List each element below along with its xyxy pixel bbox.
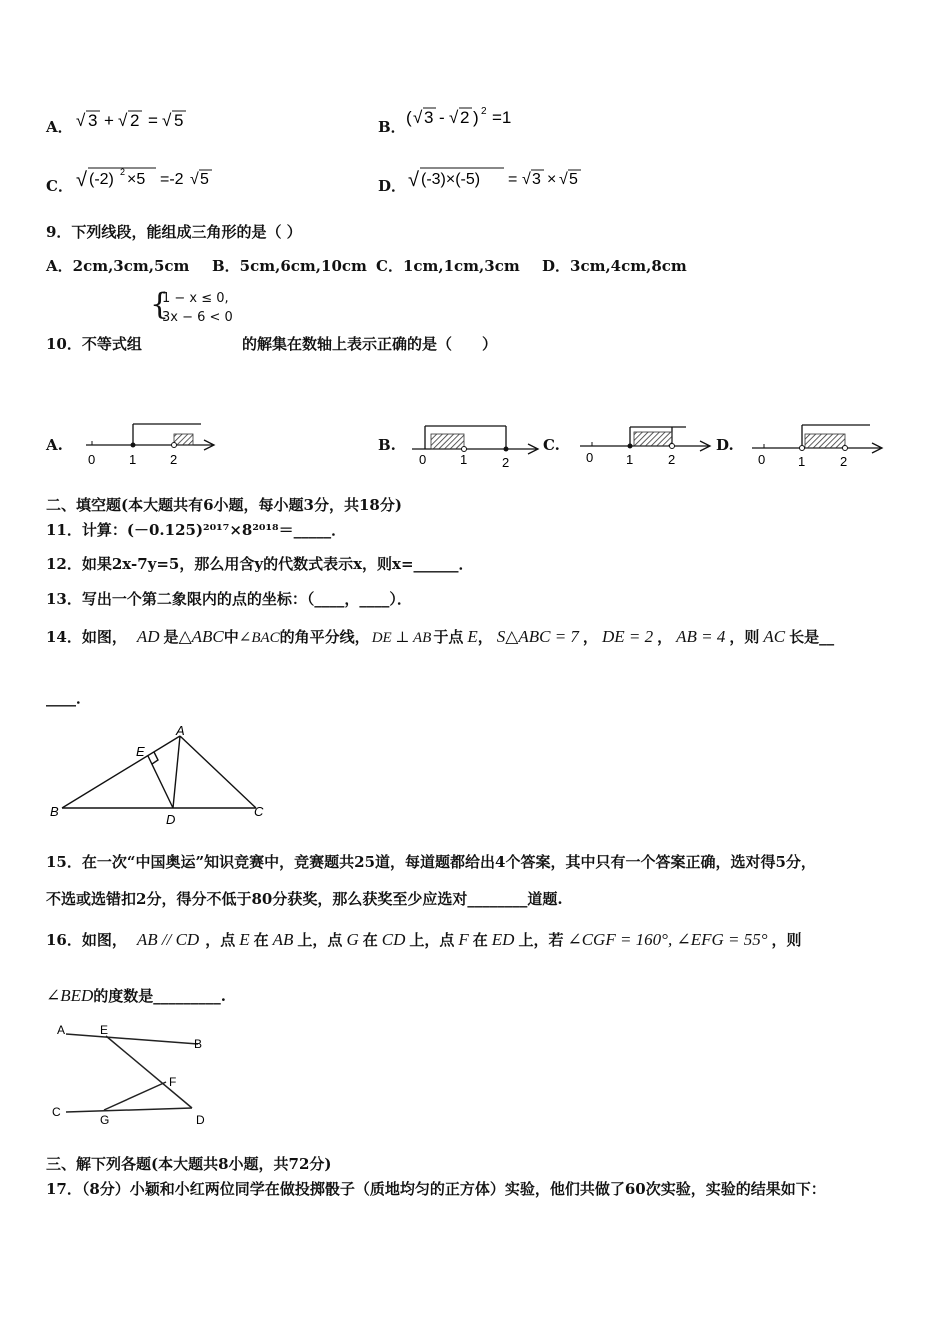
tick-label-2: 2 <box>502 455 510 470</box>
svg-text:√: √ <box>76 111 86 130</box>
q16-figure-label-c: C <box>52 1105 61 1119</box>
q16-line <box>46 929 802 950</box>
svg-text:2: 2 <box>120 167 126 177</box>
tick-label-0: 0 <box>758 452 766 467</box>
q16-parallel-figure <box>48 1018 228 1130</box>
q10-option-d-letter: D. <box>716 436 734 454</box>
q11-text: 11．计算：(－0.125)²⁰¹⁷×8²⁰¹⁸＝_____． <box>46 521 347 539</box>
section-2-title: 二、填空题(本大题共有6小题，每小题3分，共18分) <box>46 496 402 514</box>
q10-option-a-letter: A. <box>46 436 63 454</box>
q8-option-c-letter: C． <box>46 177 73 195</box>
svg-text:=: = <box>508 171 518 188</box>
q9-option-c: C．1cm,1cm,3cm <box>376 257 520 275</box>
q16-part: 在 <box>362 931 378 949</box>
section-3-title: 三、解下列各题(本大题共8小题，共72分) <box>46 1155 332 1173</box>
q16-part: 16．如图， <box>46 931 127 949</box>
q14-part: ， <box>477 628 493 646</box>
q14-part: 的角平分线， <box>279 628 370 646</box>
q8-option-b-formula <box>406 102 536 132</box>
svg-text:2: 2 <box>481 106 487 117</box>
svg-text:√: √ <box>190 171 199 188</box>
q16-figure-label-a: A <box>57 1023 66 1037</box>
svg-text:(-2): (-2) <box>89 171 114 188</box>
q14-part: ， <box>657 628 673 646</box>
q16-part: 上，点 <box>409 931 455 949</box>
svg-text:√: √ <box>559 171 568 188</box>
q14-line <box>46 626 834 647</box>
svg-text:2: 2 <box>130 111 140 130</box>
q16-line-2 <box>46 985 226 1006</box>
q14-part: ，则 <box>729 628 760 646</box>
q14-figure-label-b: B <box>50 804 59 819</box>
q9-option-a: A．2cm,3cm,5cm <box>46 257 190 275</box>
svg-text:√: √ <box>522 171 531 188</box>
q16-part: 在 <box>472 931 488 949</box>
number-line-d <box>752 425 882 469</box>
q14-figure-label-d: D <box>166 812 176 827</box>
q16-part: E <box>239 930 250 949</box>
svg-text:=1: =1 <box>492 108 512 127</box>
number-line-a <box>86 424 214 467</box>
tick-label-0: 0 <box>586 450 594 465</box>
q14-figure-label-a: A <box>176 723 185 738</box>
svg-text:√: √ <box>449 108 459 127</box>
svg-text:√: √ <box>76 169 87 191</box>
q16-figure-label-e: E <box>100 1023 109 1037</box>
tick-label-2: 2 <box>668 452 676 467</box>
q10-option-b-letter: B. <box>378 436 396 454</box>
q9-option-b: B．5cm,6cm,10cm <box>212 257 367 275</box>
tick-label-2: 2 <box>840 454 848 469</box>
tick-label-0: 0 <box>88 452 96 467</box>
brace-icon: { <box>150 287 170 322</box>
svg-text:3: 3 <box>88 111 98 130</box>
tick-label-1: 1 <box>626 452 634 467</box>
svg-text:2: 2 <box>460 108 470 127</box>
q14-figure-label-e: E <box>136 744 145 759</box>
svg-text:5: 5 <box>200 171 209 188</box>
svg-text:×5: ×5 <box>127 171 146 188</box>
q16-line-2-text: 的度数是_________. <box>93 987 227 1005</box>
q14-part: △ABC <box>178 627 224 646</box>
q12-text: 12．如果2x-7y=5，那么用含y的代数式表示x，则x=______． <box>46 555 474 573</box>
tick-label-2: 2 <box>170 452 178 467</box>
q10-prefix: 10．不等式组 <box>46 335 142 353</box>
svg-text:+: + <box>104 111 114 130</box>
svg-text:3: 3 <box>424 108 434 127</box>
q16-part: AB // CD <box>136 930 200 949</box>
q14-part: ， <box>582 628 598 646</box>
q16-part: 在 <box>253 931 269 949</box>
q16-figure-label-g: G <box>100 1113 110 1127</box>
q16-part: F <box>458 930 469 949</box>
q14-part: S△ABC = 7 <box>496 627 579 646</box>
q16-figure-label-f: F <box>169 1075 177 1089</box>
svg-text:): ) <box>473 108 479 127</box>
q16-figure-label-b: B <box>194 1037 203 1051</box>
q9-option-d: D．3cm,4cm,8cm <box>542 257 687 275</box>
q16-part: G <box>346 930 359 949</box>
q8-option-d-expr <box>408 162 598 198</box>
q10-suffix: 的解集在数轴上表示正确的是（ ） <box>242 335 498 353</box>
q14-part: DE = 2 <box>601 627 654 646</box>
q14-part: 中 <box>223 628 239 646</box>
svg-text:5: 5 <box>569 171 578 188</box>
q16-part: ∠CGF = 160°, ∠EFG = 55° <box>567 930 768 949</box>
q14-part: 于点 <box>433 628 464 646</box>
q16-part: CD <box>381 930 406 949</box>
q14-triangle-figure <box>40 722 280 830</box>
q8-option-c-expr <box>76 162 226 198</box>
number-line-b <box>412 426 538 470</box>
svg-text:5: 5 <box>174 111 184 130</box>
q17-text: 17．（8分）小颖和小红两位同学在做投掷骰子（质地均匀的正方体）实验，他们共做了60次实验，实验的结果如下： <box>46 1180 826 1198</box>
q14-part: AD <box>136 627 160 646</box>
q8-option-c-formula <box>76 162 226 194</box>
q10-system-line-2: 3x − 6 < 0 <box>162 310 233 325</box>
q8-option-a-letter: A． <box>46 118 73 136</box>
svg-text:√: √ <box>162 111 172 130</box>
tick-label-1: 1 <box>129 452 137 467</box>
svg-text:3: 3 <box>532 171 541 188</box>
svg-text:=: = <box>148 111 158 130</box>
svg-text:√: √ <box>413 108 423 127</box>
q10-system-line-1: 1 − x ≤ 0, <box>162 291 229 306</box>
q8-option-d-formula <box>408 162 598 194</box>
q14-part: ∠BAC <box>238 630 280 646</box>
q15-line-2: 不选或选错扣2分，得分不低于80分获奖，那么获奖至少应选对________道题. <box>46 890 563 908</box>
q16-part: ，则 <box>771 931 802 949</box>
q14-figure-label-c: C <box>254 804 264 819</box>
q14-answer-tail: ____． <box>46 689 92 707</box>
q14-part: 长是__ <box>789 628 835 646</box>
q14-part: AB = 4 <box>676 627 726 646</box>
q10-number-lines <box>0 412 950 472</box>
q8-option-a-formula <box>76 104 206 134</box>
q16-part: ED <box>491 930 515 949</box>
q13-text: 13．写出一个第二象限内的点的坐标：（____，____）． <box>46 590 412 608</box>
q16-part: 上，若 <box>518 931 564 949</box>
q14-part: AC <box>763 627 786 646</box>
q16-part: AB <box>272 930 294 949</box>
svg-text:(: ( <box>406 108 412 127</box>
q14-part: DE ⊥ AB <box>371 630 432 646</box>
svg-text:√: √ <box>118 111 128 130</box>
tick-label-1: 1 <box>460 452 468 467</box>
q8-option-b-expr <box>406 102 536 136</box>
tick-label-1: 1 <box>798 454 806 469</box>
number-line-c <box>580 427 710 467</box>
q16-part: 上，点 <box>297 931 343 949</box>
q8-option-a-expr <box>76 104 206 138</box>
svg-text:=-2: =-2 <box>160 171 184 188</box>
q16-angle-bed: ∠BED <box>46 986 94 1005</box>
q14-part: 14．如图， <box>46 628 127 646</box>
q8-option-d-letter: D． <box>378 177 407 195</box>
q16-figure-label-d: D <box>196 1113 205 1127</box>
q9-text: 9．下列线段，能组成三角形的是（ ） <box>46 223 302 241</box>
svg-text:√: √ <box>408 169 419 191</box>
q16-part: ，点 <box>205 931 236 949</box>
svg-text:(-3)×(-5): (-3)×(-5) <box>421 171 481 188</box>
svg-text:-: - <box>439 108 445 127</box>
q8-option-b-letter: B． <box>378 118 406 136</box>
svg-text:×: × <box>547 171 557 188</box>
q14-part: E <box>467 627 478 646</box>
q10-option-c-letter: C. <box>543 436 560 454</box>
q14-part: 是 <box>163 628 179 646</box>
q15-line-1: 15．在一次“中国奥运”知识竞赛中，竞赛题共25道，每道题都给出4个答案，其中只有一个答案正确，选对得5分， <box>46 853 816 871</box>
tick-label-0: 0 <box>419 452 427 467</box>
